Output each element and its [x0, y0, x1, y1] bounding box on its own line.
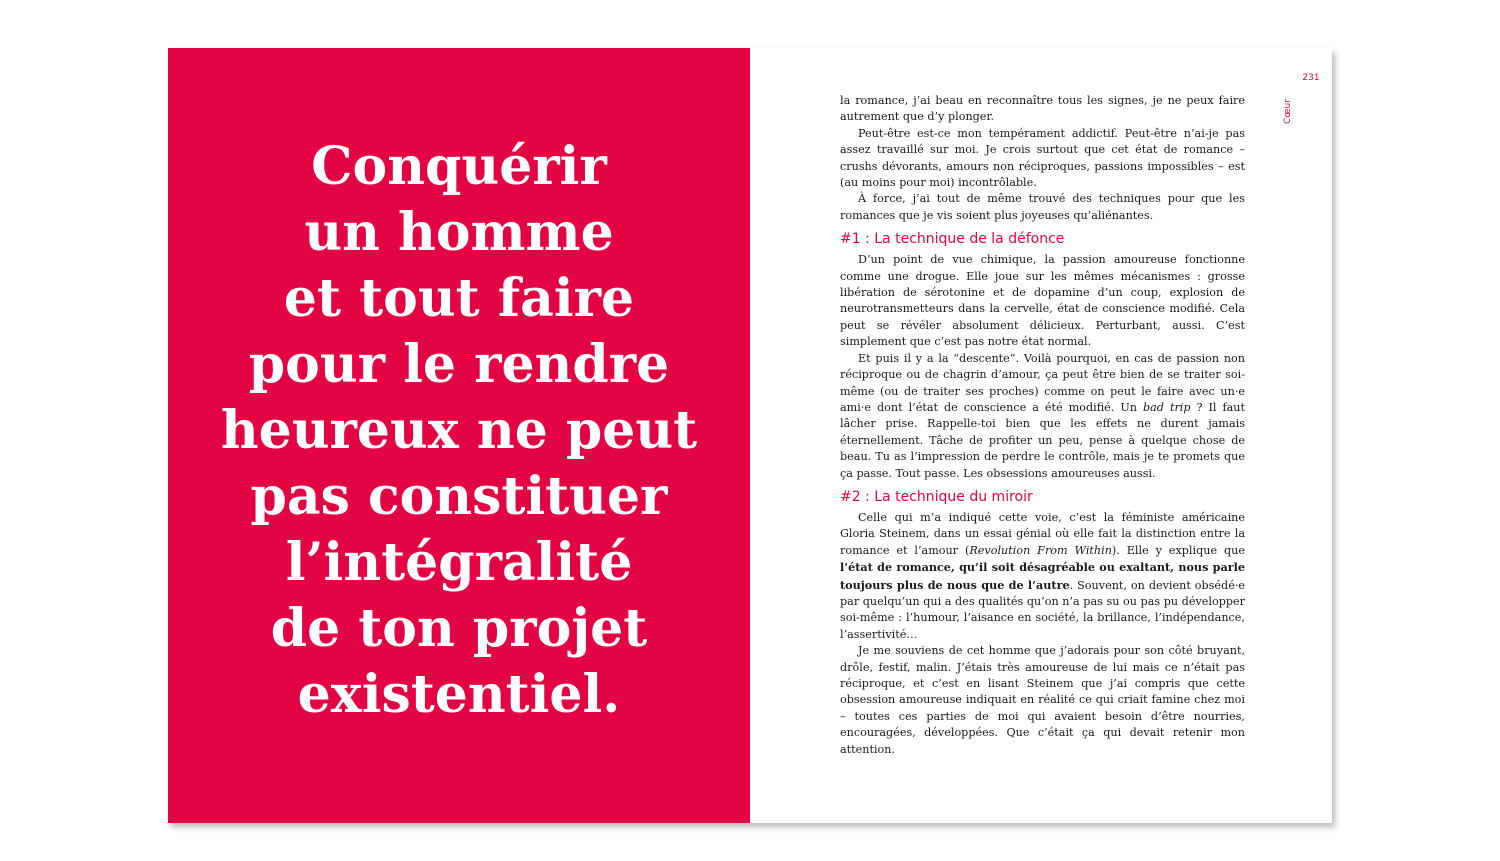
right-page — [750, 48, 1332, 823]
quote-line: de ton projet — [270, 598, 648, 659]
quote-line: Conquérir — [311, 136, 607, 197]
book-spread — [168, 48, 1332, 823]
running-head: Cœur — [1283, 99, 1293, 125]
paragraph: À force, j’ai tout de même trouvé des techniques pour que les romances que je vis soient plus joyeuses qu’aliénantes. — [840, 192, 1245, 222]
quote-line: existentiel. — [297, 664, 621, 725]
quote-line: pour le rendre — [248, 334, 670, 395]
section-heading: #1 : La technique de la défonce — [840, 231, 1065, 248]
body-text-column — [840, 93, 1245, 758]
paragraph — [840, 510, 1245, 643]
quote-line: et tout faire — [283, 268, 635, 329]
text-run: ? Il faut lâcher prise. Rappelle-toi bien que les effets ne durent jamais éternellement. Tâche de profiter un peu, pense à quelque chose de beau. Tu as l’impression de perdre le contrôle, mais je te promets que ça passe. Tout passe. Les obsessions amoureuses aussi. — [840, 400, 1245, 480]
text-run: Et puis il y a la “descente”. Voilà pourquoi, en cas de passion non réciproque ou de chagrin d’amour, ça peut être bien de se traiter soi-même (ou de traiter ses proches) comme on peut le faire avec un·e ami·e dont l’état de conscience a été modifié. Un — [840, 351, 1245, 414]
paragraph: D’un point de vue chimique, la passion amoureuse fonctionne comme une drogue. Elle joue sur les mêmes mécanismes : grosse libération de sérotonine et de dopamine d’un coup, explosion de neurotransmetteurs dans la cervelle, état de conscience modifié. Cela peut se révéler absolument délicieux. Perturbant, aussi. C’est simplement que c’est pas notre état normal. — [840, 253, 1245, 349]
quote-line: heureux ne peut — [220, 400, 698, 461]
paragraph: Je me souviens de cet homme que j’adorais pour son côté bruyant, drôle, festif, malin. J’étais très amoureuse de lui mais ce n’était pas réciproque, et c’est en lisant Steinem que j’ai compris que cette obsession amoureuse indiquait en réalité ce qui criait famine chez moi – toutes ces parties de moi qui avaient besoin d’être nourries, encouragées, développées. Que c’était ça qui devait retenir mon attention. — [840, 644, 1245, 756]
italic-term: bad trip — [1142, 400, 1191, 414]
paragraph — [840, 351, 1245, 482]
bold-emphasis: l’état de romance, qu’il soit désagréable ou exaltant, nous parle toujours plus de nous que de l’autre — [840, 560, 1245, 592]
pull-quote — [168, 134, 750, 728]
left-page-quote-panel — [168, 48, 750, 823]
text-run: ). Elle y explique que — [1111, 543, 1245, 557]
section-heading: #2 : La technique du miroir — [840, 488, 1033, 505]
quote-line: pas constituer — [250, 466, 668, 527]
paragraph: la romance, j’ai beau en reconnaître tous les signes, je ne peux faire autrement que d’y plonger. — [840, 94, 1245, 124]
text-run: Celle qui m’a indiqué cette voie, c’est la féministe américaine Gloria Steinem, dans un essai génial où elle fait la distinction entre la romance et l’amour ( — [840, 510, 1245, 557]
quote-line: un homme — [304, 202, 614, 263]
paragraph: Peut-être est-ce mon tempérament addictif. Peut-être n’ai-je pas assez travaillé sur moi. Je crois surtout que cet état de romance – crushs dévorants, amours non réciproques, passions impossibles – est (au moins pour moi) incontrôlable. — [840, 126, 1245, 190]
page-number: 231 — [1302, 73, 1320, 83]
quote-line: l’intégralité — [285, 532, 633, 593]
text-run: . Souvent, on devient obsédé·e par quelqu’un qui a des qualités qu’on n’a pas su ou pas pu développer soi-même : l’humour, l’aisance en société, la brillance, l’indépendance, l’assertivité… — [840, 578, 1246, 641]
book-title: Revolution From Within — [969, 543, 1112, 557]
